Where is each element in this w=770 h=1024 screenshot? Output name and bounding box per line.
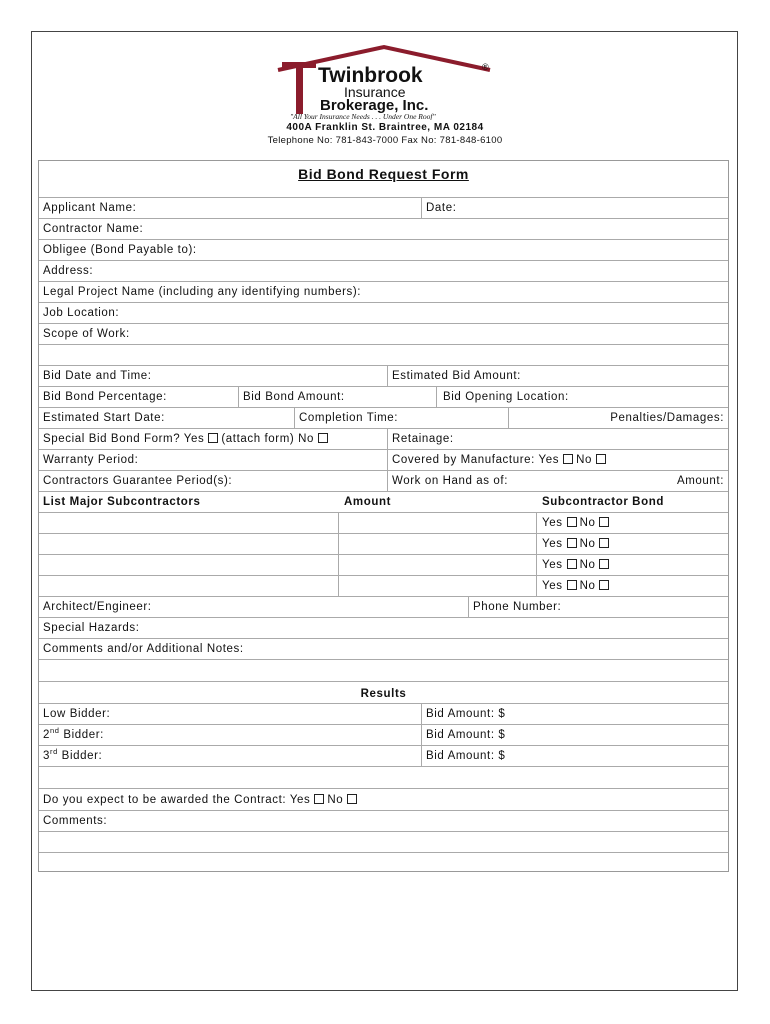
logo-slogan: "All Your Insurance Needs . . . Under One Roof"	[290, 112, 436, 120]
award-question-field	[39, 789, 728, 810]
row-results-blank	[39, 766, 728, 788]
subcontractor-row	[39, 554, 728, 575]
subcontractor-row	[39, 512, 728, 533]
row-special-form	[39, 428, 728, 449]
second-bidder-label: Bidder:	[59, 729, 104, 741]
row-guarantee	[39, 470, 728, 491]
notes-blank-line[interactable]	[39, 660, 728, 681]
special-form-yes-checkbox[interactable]	[208, 433, 218, 443]
award-label: Do you expect to be awarded the Contract: Yes	[43, 794, 311, 806]
covered-label: Covered by Manufacture: Yes	[392, 454, 560, 466]
results-blank-line[interactable]	[39, 767, 728, 788]
third-bidder-suffix: rd	[50, 747, 58, 757]
row-comments	[39, 810, 728, 831]
subcontractor-row	[39, 575, 728, 596]
work-amount-field[interactable]	[584, 471, 730, 491]
row-dates	[39, 407, 728, 428]
obligee-field[interactable]: Obligee (Bond Payable to):	[43, 244, 197, 256]
row-applicant	[39, 197, 728, 218]
amount-header: Amount	[344, 496, 392, 508]
row-results-header	[39, 681, 728, 703]
row-third-bidder	[39, 745, 728, 766]
comments-blank-line[interactable]	[39, 832, 728, 852]
phone-number-field[interactable]: Phone Number:	[468, 597, 730, 617]
row-award	[39, 788, 728, 810]
bond-no-checkbox[interactable]	[599, 517, 609, 527]
second-bid-amount-field[interactable]: Bid Amount: $	[421, 725, 730, 745]
bond-no-checkbox[interactable]	[599, 559, 609, 569]
guarantee-period-field[interactable]: Contractors Guarantee Period(s):	[43, 475, 233, 487]
second-bidder-number: 2	[43, 729, 50, 741]
retainage-field[interactable]: Retainage:	[387, 429, 730, 449]
address-field[interactable]: Address:	[43, 265, 94, 277]
bond-yes-label: Yes	[542, 559, 563, 571]
completion-time-field[interactable]: Completion Time:	[294, 408, 508, 428]
subcontractor-amount-cell[interactable]	[338, 513, 536, 533]
row-job-location	[39, 302, 728, 323]
results-header: Results	[360, 688, 407, 700]
row-scope	[39, 323, 728, 344]
logo-name-3: Brokerage, Inc.	[320, 97, 429, 114]
row-legal-project	[39, 281, 728, 302]
bond-yes-label: Yes	[542, 517, 563, 529]
bond-yes-label: Yes	[542, 580, 563, 592]
subcontractor-amount-cell[interactable]	[338, 576, 536, 596]
bond-no-label: No	[579, 580, 596, 592]
date-field[interactable]: Date:	[421, 198, 730, 218]
row-address	[39, 260, 728, 281]
subcontractor-amount-cell[interactable]	[338, 534, 536, 554]
row-comments-notes	[39, 638, 728, 659]
penalties-damages-field[interactable]	[508, 408, 730, 428]
job-location-field[interactable]: Job Location:	[43, 307, 120, 319]
subcontractor-name-cell[interactable]	[39, 576, 338, 596]
architect-engineer-field[interactable]: Architect/Engineer:	[43, 601, 152, 613]
estimated-start-date-field[interactable]: Estimated Start Date:	[43, 412, 165, 424]
bond-yes-checkbox[interactable]	[567, 580, 577, 590]
bond-no-label: No	[579, 559, 596, 571]
row-bid-date	[39, 365, 728, 386]
row-second-bidder	[39, 724, 728, 745]
row-notes-blank	[39, 659, 728, 681]
row-bid-bond	[39, 386, 728, 407]
award-no-label: No	[327, 794, 344, 806]
row-comments-blank-1	[39, 831, 728, 852]
subcontractor-bond-header: Subcontractor Bond	[542, 496, 664, 508]
bond-no-checkbox[interactable]	[599, 580, 609, 590]
bond-no-label: No	[579, 538, 596, 550]
comments-field[interactable]: Comments:	[43, 815, 108, 827]
comments-notes-field[interactable]: Comments and/or Additional Notes:	[43, 643, 244, 655]
row-comments-blank-2	[39, 852, 728, 873]
covered-yes-checkbox[interactable]	[563, 454, 573, 464]
registered-mark: ®	[482, 62, 489, 72]
scope-of-work-blank[interactable]	[39, 345, 728, 365]
company-logo	[276, 44, 492, 120]
second-bidder-field[interactable]	[39, 725, 421, 745]
bond-yes-checkbox[interactable]	[567, 559, 577, 569]
work-amount-label: Amount:	[676, 475, 724, 487]
special-hazards-field[interactable]: Special Hazards:	[43, 622, 140, 634]
company-contact: Telephone No: 781-843-7000 Fax No: 781-848-6100	[267, 135, 503, 146]
row-obligee	[39, 239, 728, 260]
bid-opening-location-field[interactable]: Bid Opening Location:	[436, 387, 730, 407]
covered-no-label: No	[576, 454, 592, 466]
third-bid-amount-field[interactable]: Bid Amount: $	[421, 746, 730, 766]
subcontractor-name-cell[interactable]	[39, 555, 338, 575]
bid-bond-form	[38, 160, 729, 872]
estimated-bid-amount-field[interactable]: Estimated Bid Amount:	[387, 366, 730, 386]
row-hazards	[39, 617, 728, 638]
special-form-mid-label: (attach form) No	[221, 433, 315, 445]
subcontractors-header: List Major Subcontractors	[43, 496, 201, 508]
warranty-period-field[interactable]: Warranty Period:	[43, 454, 139, 466]
bond-yes-checkbox[interactable]	[567, 538, 577, 548]
special-form-label: Special Bid Bond Form? Yes	[43, 433, 205, 445]
subcontractor-name-cell[interactable]	[39, 534, 338, 554]
special-form-no-checkbox[interactable]	[318, 433, 328, 443]
subcontractor-bond-cell	[536, 513, 730, 533]
contractor-name-field[interactable]: Contractor Name:	[43, 223, 144, 235]
row-subcontractor-header	[39, 491, 728, 512]
low-bid-amount-field[interactable]: Bid Amount: $	[421, 704, 730, 724]
covered-by-manufacture-field	[387, 450, 730, 470]
third-bidder-field[interactable]	[39, 746, 421, 766]
covered-no-checkbox[interactable]	[596, 454, 606, 464]
legal-project-name-field[interactable]: Legal Project Name (including any identifying numbers):	[43, 286, 362, 298]
work-on-hand-field[interactable]: Work on Hand as of:	[387, 471, 584, 491]
bond-no-label: No	[579, 517, 596, 529]
award-yes-checkbox[interactable]	[314, 794, 324, 804]
row-warranty	[39, 449, 728, 470]
third-bidder-label: Bidder:	[57, 750, 103, 762]
third-bidder-number: 3	[43, 750, 50, 762]
subcontractor-row	[39, 533, 728, 554]
subcontractor-bond-cell	[536, 555, 730, 575]
award-no-checkbox[interactable]	[347, 794, 357, 804]
row-architect	[39, 596, 728, 617]
penalties-damages-label: Penalties/Damages:	[610, 412, 724, 424]
subcontractor-name-cell[interactable]	[39, 513, 338, 533]
bid-date-time-field[interactable]: Bid Date and Time:	[43, 370, 152, 382]
bond-yes-checkbox[interactable]	[567, 517, 577, 527]
row-contractor	[39, 218, 728, 239]
scope-of-work-field[interactable]: Scope of Work:	[43, 328, 130, 340]
form-title-row	[39, 161, 728, 192]
second-bidder-suffix: nd	[50, 726, 60, 736]
form-title: Bid Bond Request Form	[298, 166, 469, 182]
bid-bond-percentage-field[interactable]: Bid Bond Percentage:	[43, 391, 167, 403]
logo-name-2: Insurance	[344, 84, 406, 100]
bond-no-checkbox[interactable]	[599, 538, 609, 548]
subcontractor-amount-cell[interactable]	[338, 555, 536, 575]
subcontractor-bond-cell	[536, 576, 730, 596]
bond-yes-label: Yes	[542, 538, 563, 550]
row-scope-blank	[39, 344, 728, 365]
comments-blank-line[interactable]	[39, 853, 728, 873]
bid-bond-amount-field[interactable]: Bid Bond Amount:	[238, 387, 436, 407]
subcontractor-bond-cell	[536, 534, 730, 554]
company-address: 400A Franklin St. Braintree, MA 02184	[286, 122, 484, 133]
row-low-bidder	[39, 703, 728, 724]
low-bidder-field[interactable]: Low Bidder:	[43, 708, 111, 720]
logo-name-1: Twinbrook	[318, 64, 423, 87]
special-bid-bond-form-field	[39, 429, 387, 449]
applicant-name-field[interactable]: Applicant Name:	[43, 202, 137, 214]
